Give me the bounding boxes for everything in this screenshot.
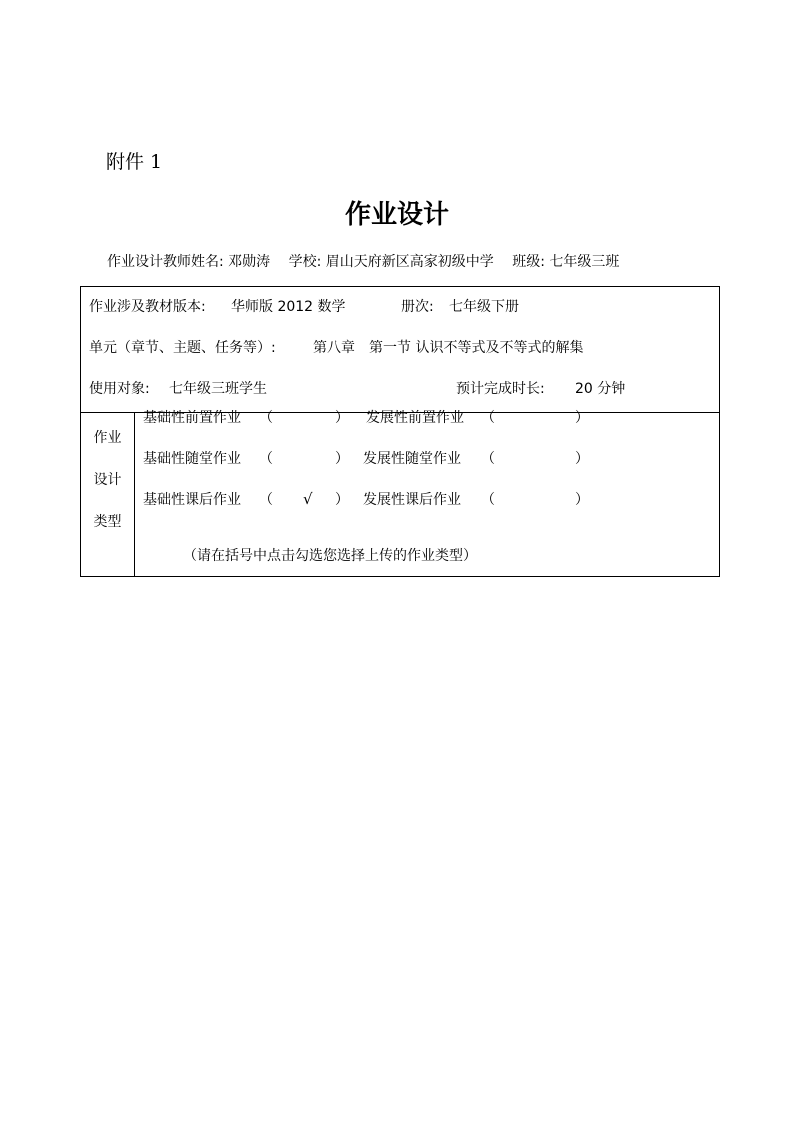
document-title: 作业设计 <box>344 200 449 230</box>
info-section <box>81 287 719 413</box>
volume-value: 七年级下册 <box>449 299 519 315</box>
type-label-line-2: 设计 <box>93 472 122 488</box>
basic-inclass-homework-label: 基础性随堂作业 <box>143 451 241 467</box>
selection-instruction-note: （请在括号中点击勾选您选择上传的作业类型） <box>183 548 477 564</box>
dev-inclass-open-paren[interactable]: （ <box>481 451 495 467</box>
textbook-value: 华师版 2012 数学 <box>231 299 346 315</box>
school-name: 眉山天府新区高家初级中学 <box>325 254 494 270</box>
audience-label: 使用对象: <box>89 381 150 397</box>
homework-type-section <box>81 410 719 576</box>
dev-after-class-close-paren[interactable]: ） <box>575 492 589 508</box>
textbook-label: 作业涉及教材版本: <box>89 299 206 315</box>
dev-pre-close-paren[interactable]: ） <box>575 410 589 426</box>
dev-pre-homework-label: 发展性前置作业 <box>366 410 464 426</box>
dev-after-class-homework-label: 发展性课后作业 <box>363 492 461 508</box>
type-label-line-1: 作业 <box>93 430 122 446</box>
basic-pre-close-paren[interactable]: ） <box>335 410 349 426</box>
basic-inclass-close-paren[interactable]: ） <box>335 451 349 467</box>
basic-after-class-close-paren[interactable]: ） <box>335 492 349 508</box>
basic-after-class-open-paren[interactable]: （ <box>259 492 273 508</box>
class-name: 七年级三班 <box>549 254 620 270</box>
dev-pre-open-paren[interactable]: （ <box>481 410 495 426</box>
unit-label: 单元（章节、主题、任务等）: <box>89 340 276 356</box>
basic-pre-open-paren[interactable]: （ <box>259 410 273 426</box>
type-label-line-3: 类型 <box>93 514 122 530</box>
teacher-name: 邓勋涛 <box>228 254 271 270</box>
duration-value: 20 分钟 <box>575 381 626 397</box>
homework-type-label-cell <box>81 413 135 576</box>
basic-after-class-checkbox[interactable]: √ <box>303 490 313 508</box>
dev-after-class-open-paren[interactable]: （ <box>481 492 495 508</box>
teacher-label: 作业设计教师姓名: <box>107 254 224 270</box>
homework-form-table <box>80 286 720 577</box>
duration-label: 预计完成时长: <box>456 381 545 397</box>
class-label: 班级: <box>512 254 545 270</box>
audience-value: 七年级三班学生 <box>169 381 267 397</box>
dev-inclass-close-paren[interactable]: ） <box>575 451 589 467</box>
dev-inclass-homework-label: 发展性随堂作业 <box>363 451 461 467</box>
unit-value: 第八章 第一节 认识不等式及不等式的解集 <box>313 340 584 356</box>
basic-inclass-open-paren[interactable]: （ <box>259 451 273 467</box>
volume-label: 册次: <box>401 299 434 315</box>
school-label: 学校: <box>288 254 322 270</box>
teacher-info-line <box>107 253 619 271</box>
basic-after-class-homework-label: 基础性课后作业 <box>143 492 241 508</box>
attachment-label: 附件 1 <box>106 151 163 173</box>
basic-pre-homework-label: 基础性前置作业 <box>143 410 241 426</box>
